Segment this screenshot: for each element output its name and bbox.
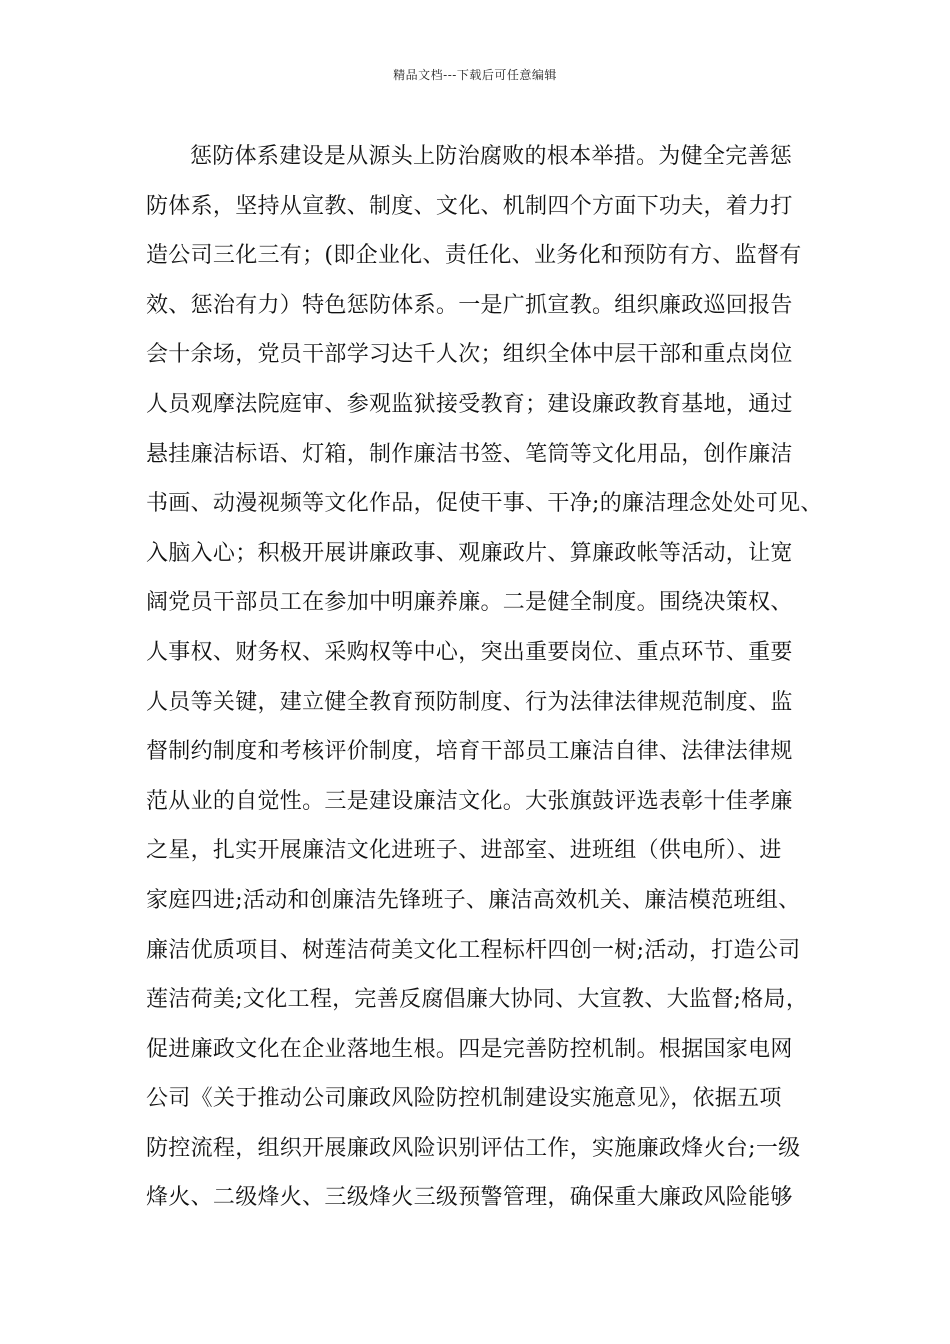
text-line: 会十余场，党员干部学习达千人次；组织全体中层干部和重点岗位: [146, 342, 793, 368]
text-line: 阔党员干部员工在参加中明廉养廉。二是健全制度。围绕决策权、: [146, 590, 793, 616]
page-header: 精品文档---下载后可任意编辑: [393, 68, 557, 82]
text-line: 人员等关键，建立健全教育预防制度、行为法律法律规范制度、监: [146, 689, 793, 715]
text-line: 家庭四进;活动和创廉洁先锋班子、廉洁高效机关、廉洁模范班组、: [146, 887, 801, 913]
text-line: 人事权、财务权、采购权等中心，突出重要岗位、重点环节、重要: [146, 639, 793, 665]
text-line: 入脑入心；积极开展讲廉政事、观廉政片、算廉政帐等活动，让宽: [146, 540, 793, 566]
text-line: 人员观摩法院庭审、参观监狱接受教育；建设廉政教育基地，通过: [146, 391, 793, 417]
text-line: 公司《关于推动公司廉政风险防控机制建设实施意见》，依据五项: [146, 1086, 782, 1112]
text-line: 惩防体系建设是从源头上防治腐败的根本举措。为健全完善惩: [190, 144, 793, 169]
body-paragraph: [146, 132, 846, 1223]
text-line: 造公司三化三有；(即企业化、责任化、业务化和预防有方、监督有: [146, 243, 802, 269]
text-line: 范从业的自觉性。三是建设廉洁文化。大张旗鼓评选表彰十佳孝廉: [146, 788, 793, 814]
text-line: 防控流程，组织开展廉政风险识别评估工作，实施廉政烽火台;一级: [146, 1135, 801, 1161]
text-line: 书画、动漫视频等文化作品，促使干事、干净;的廉洁理念处处可见、: [146, 491, 823, 517]
text-line: 廉洁优质项目、树莲洁荷美文化工程标杆四创一树;活动，打造公司: [146, 937, 801, 963]
text-line: 效、惩治有力）特色惩防体系。一是广抓宣教。组织廉政巡回报告: [146, 292, 793, 318]
text-line: 莲洁荷美;文化工程，完善反腐倡廉大协同、大宣教、大监督;格局，: [146, 987, 809, 1013]
text-line: 防体系，坚持从宣教、制度、文化、机制四个方面下功夫，着力打: [146, 193, 793, 219]
text-line: 督制约制度和考核评价制度，培育干部员工廉洁自律、法律法律规: [146, 739, 793, 765]
text-line: 之星，扎实开展廉洁文化进班子、进部室、进班组（供电所）、进: [146, 838, 782, 864]
text-line: 促进廉政文化在企业落地生根。四是完善防控机制。根据国家电网: [146, 1036, 793, 1062]
text-line: 悬挂廉洁标语、灯箱，制作廉洁书签、笔筒等文化用品，创作廉洁: [146, 441, 793, 467]
text-line: 烽火、二级烽火、三级烽火三级预警管理，确保重大廉政风险能够: [146, 1185, 793, 1211]
